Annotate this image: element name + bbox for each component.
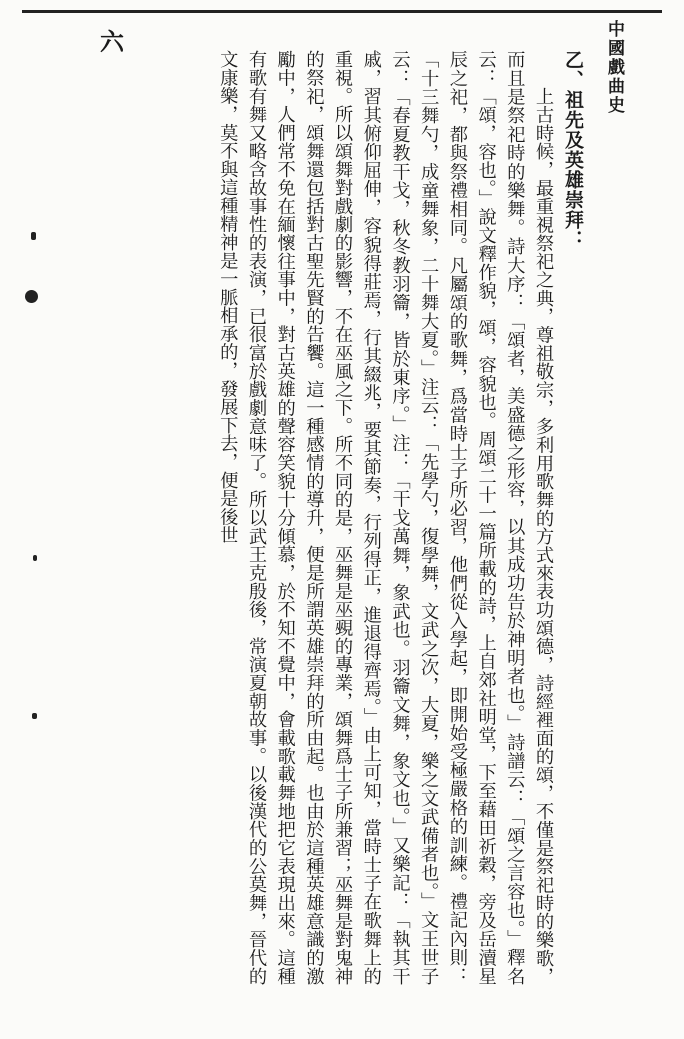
scan-speck (31, 232, 36, 240)
scan-speck (33, 555, 37, 561)
running-header-book-title: 中國戲曲史 (604, 20, 624, 115)
page-number: 六 (100, 27, 124, 56)
section-heading: 乙、祖先及英雄崇拜： (562, 50, 584, 250)
paragraph: 上古時候，最重視祭祀之典，尊祖敬宗，多利用歌舞的方式來表功頌德，詩經裡面的頌，不僅是祭祀時的樂歌，而且是祭祀時的樂舞。詩大序：「頌者，美盛德之形容，以其成功告於神明者也。」詩譜云：「頌之言容也。」釋名云：「頌，容也。」說文釋作貌，頌，容貌也。周頌二十一篇所載的詩，上自郊社明堂，下至藉田祈穀，旁及岳瀆星辰之祀，都與祭禮相同。凡屬頌的歌舞，爲當時士子所必習，他們從入學起，即開始受極嚴格的訓練。禮記內則：「十三舞勺，成童舞象，二十舞大夏。」注云：「先學勺，復學舞，文武之次，大夏，樂之文武備者也。」文王世子云：「春夏教干戈，秋冬教羽籥，皆於東序。」注：「干戈萬舞，象武也。羽籥文舞，象文也。」又樂記：「執其干戚，習其俯仰屈伸，容貌得莊焉，行其綴兆，要其節奏，行列得正，進退得齊焉。」由上可知，當時士子在歌舞上的重視。所以頌舞對戲劇的影響，不在巫風之下。所不同的是，巫舞是巫覡的專業，頌舞爲士子所兼習；巫舞是對鬼神的祭祀，頌舞還包括對古聖先賢的告饗。這一種感情的導升，便是所謂英雄崇拜的所由起。也由於這種英雄意識的激勵中，人們常不免在緬懷往事中，對古英雄的聲容笑貌十分傾慕，於不知不覺中，會載歌載舞地把它表現出來。這種有歌有舞又略含故事性的表演，已很富於戲劇意味了。所以武王克殷後，常演夏朝故事。以後漢代的公莫舞，晉代的文康樂，莫不與這種精神是一脈相承的，發展下去，便是後世 (217, 50, 554, 985)
scan-speck (25, 290, 38, 303)
top-rule (22, 10, 662, 13)
main-text-column (84, 50, 589, 985)
scan-speck (32, 713, 37, 719)
